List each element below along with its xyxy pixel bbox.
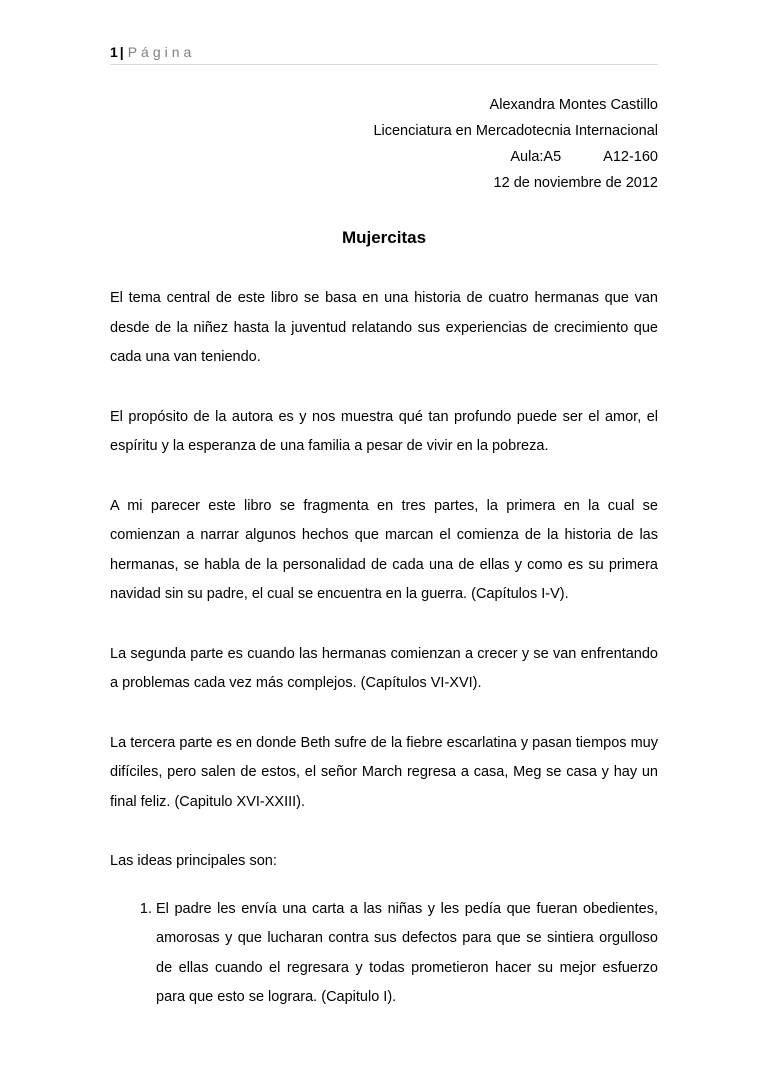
paragraph-theme: El tema central de este libro se basa en una historia de cuatro hermanas que van desde de la niñez hasta la juventud relatando sus experiencias de crecimiento que cada una van teniendo. bbox=[110, 290, 658, 365]
page-word: Página bbox=[127, 44, 196, 60]
aula-label: Aula:A5 bbox=[510, 149, 562, 165]
paragraph-purpose: El propósito de la autora es y nos muestra qué tan profundo puede ser el amor, el espíritu y la esperanza de una familia a pesar de vivir en la pobreza. bbox=[110, 408, 658, 454]
author-program: Licenciatura en Mercadotecnia Internacional bbox=[373, 123, 658, 139]
main-ideas-list bbox=[110, 895, 658, 1013]
author-block bbox=[373, 92, 658, 196]
paragraph-third-part: La tercera parte es en donde Beth sufre de la fiebre escarlatina y pasan tiempos muy difíciles, pero salen de estos, el señor March regresa a casa, Meg se casa y hay un final feliz. (Capitulo XVI-XXIII). bbox=[110, 734, 658, 810]
page-header bbox=[110, 44, 658, 65]
group-code: A12-160 bbox=[603, 149, 658, 165]
author-name: Alexandra Montes Castillo bbox=[489, 97, 658, 113]
document-body bbox=[110, 284, 658, 1013]
list-item: 1. El padre les envía una carta a las niñas y les pedía que fueran obedientes, amorosas y que lucharan contra sus defectos para que se sintiera orgulloso de ellas cuando el regresara y todas prometieron hacer su mejor esfuerzo para que esto se lograra. (Capitulo I). bbox=[156, 895, 658, 1013]
page-number: 1 bbox=[110, 44, 118, 60]
document-date: 12 de noviembre de 2012 bbox=[493, 175, 658, 191]
paragraph-structure: A mi parecer este libro se fragmenta en tres partes, la primera en la cual se comienzan a narrar algunos hechos que marcan el comienza de la historia de las hermanas, se habla de la personalidad de cada una de ellas y como es su primera navidad sin su padre, el cual se encuentra en la guerra. (Capítulos I-V). bbox=[110, 497, 658, 602]
paragraph-second-part: La segunda parte es cuando las hermanas comienzan a crecer y se van enfrentando a problemas cada vez más complejos. (Capítulos VI-XVI). bbox=[110, 645, 658, 691]
paragraph-main-ideas-intro: Las ideas principales son: bbox=[110, 853, 277, 869]
aula-row bbox=[373, 144, 658, 170]
document-title: Mujercitas bbox=[341, 228, 427, 247]
header-separator: | bbox=[119, 44, 124, 60]
